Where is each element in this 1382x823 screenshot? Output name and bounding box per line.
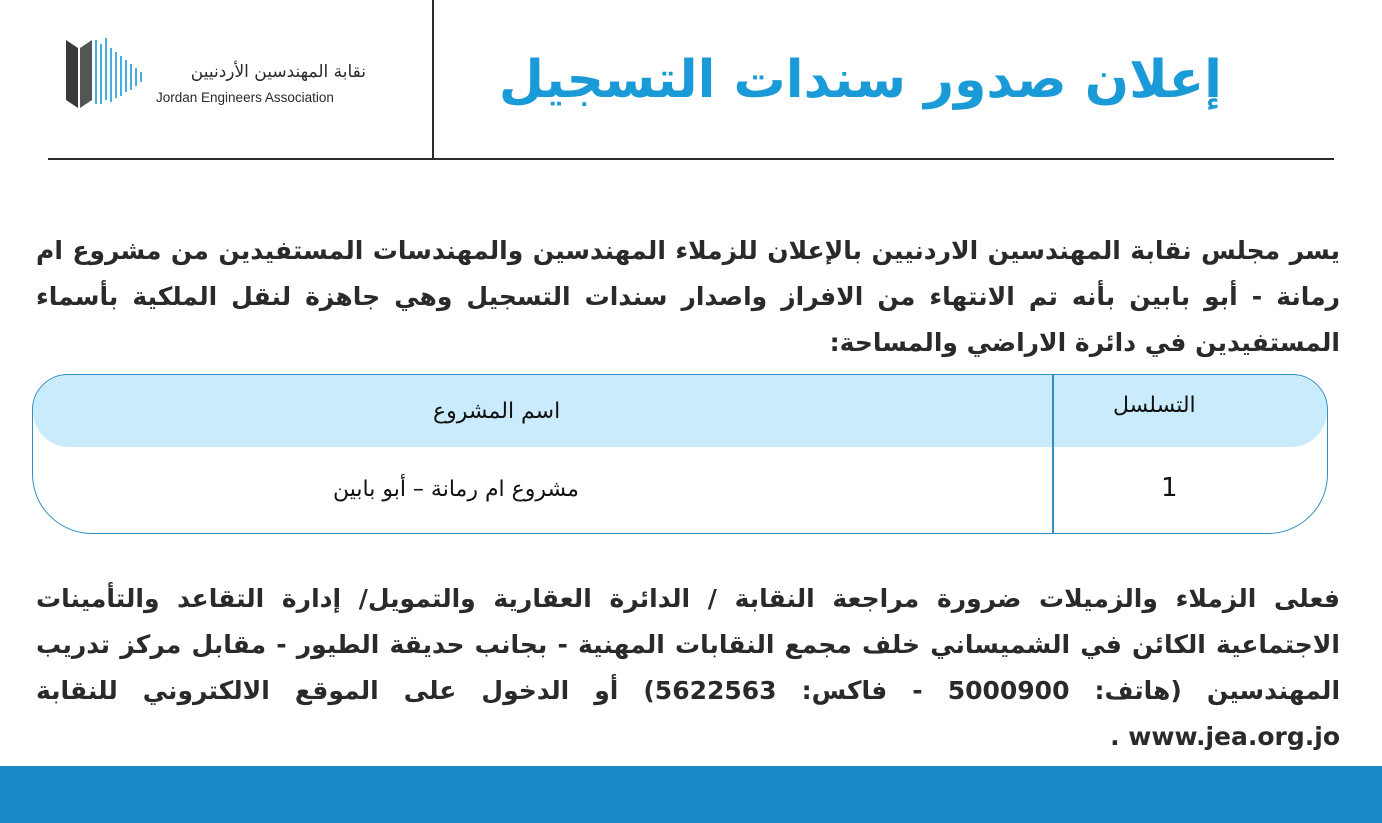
header — [0, 0, 1382, 160]
logo — [66, 34, 366, 114]
outro-paragraph: فعلى الزملاء والزميلات ضرورة مراجعة النقابة / الدائرة العقارية والتمويل/ إدارة التقاعد والتأمينات الاجتماعية الكائن في الشميساني خلف مجمع النقابات المهنية - بجانب حديقة الطيور - مقابل مركز تدريب المهندسين (هاتف: 5000900 - فاكس: 5622563) أو الدخول على الموقع الالكتروني للنقابة www.jea.org.jo . — [36, 584, 1341, 751]
header-seq: التسلسل — [1113, 393, 1196, 418]
header-divider — [432, 0, 434, 159]
logo-arabic-name: نقابة المهندسين الأردنيين — [190, 62, 366, 82]
header-project-name: اسم المشروع — [433, 399, 561, 424]
row-project-name: مشروع ام رمانة – أبو بابين — [333, 477, 579, 502]
logo-english-name: Jordan Engineers Association — [156, 90, 334, 105]
footer-band — [0, 766, 1382, 823]
projects-table — [32, 374, 1328, 534]
header-rule — [48, 158, 1334, 160]
jea-logo-icon — [66, 34, 148, 110]
intro-paragraph: يسر مجلس نقابة المهندسين الاردنيين بالإعلان للزملاء المهندسين والمهندسات المستفيدين من مشروع ام رمانة - أبو بابين بأنه تم الانتهاء من الافراز واصدار سندات التسجيل وهي جاهزة لنقل الملكية بأسماء المستفيدين في دائرة الاراضي والمساحة: — [36, 236, 1340, 357]
row-seq: 1 — [1161, 473, 1178, 503]
table-column-divider — [1052, 375, 1054, 533]
page-title: إعلان صدور سندات التسجيل — [498, 50, 1222, 110]
